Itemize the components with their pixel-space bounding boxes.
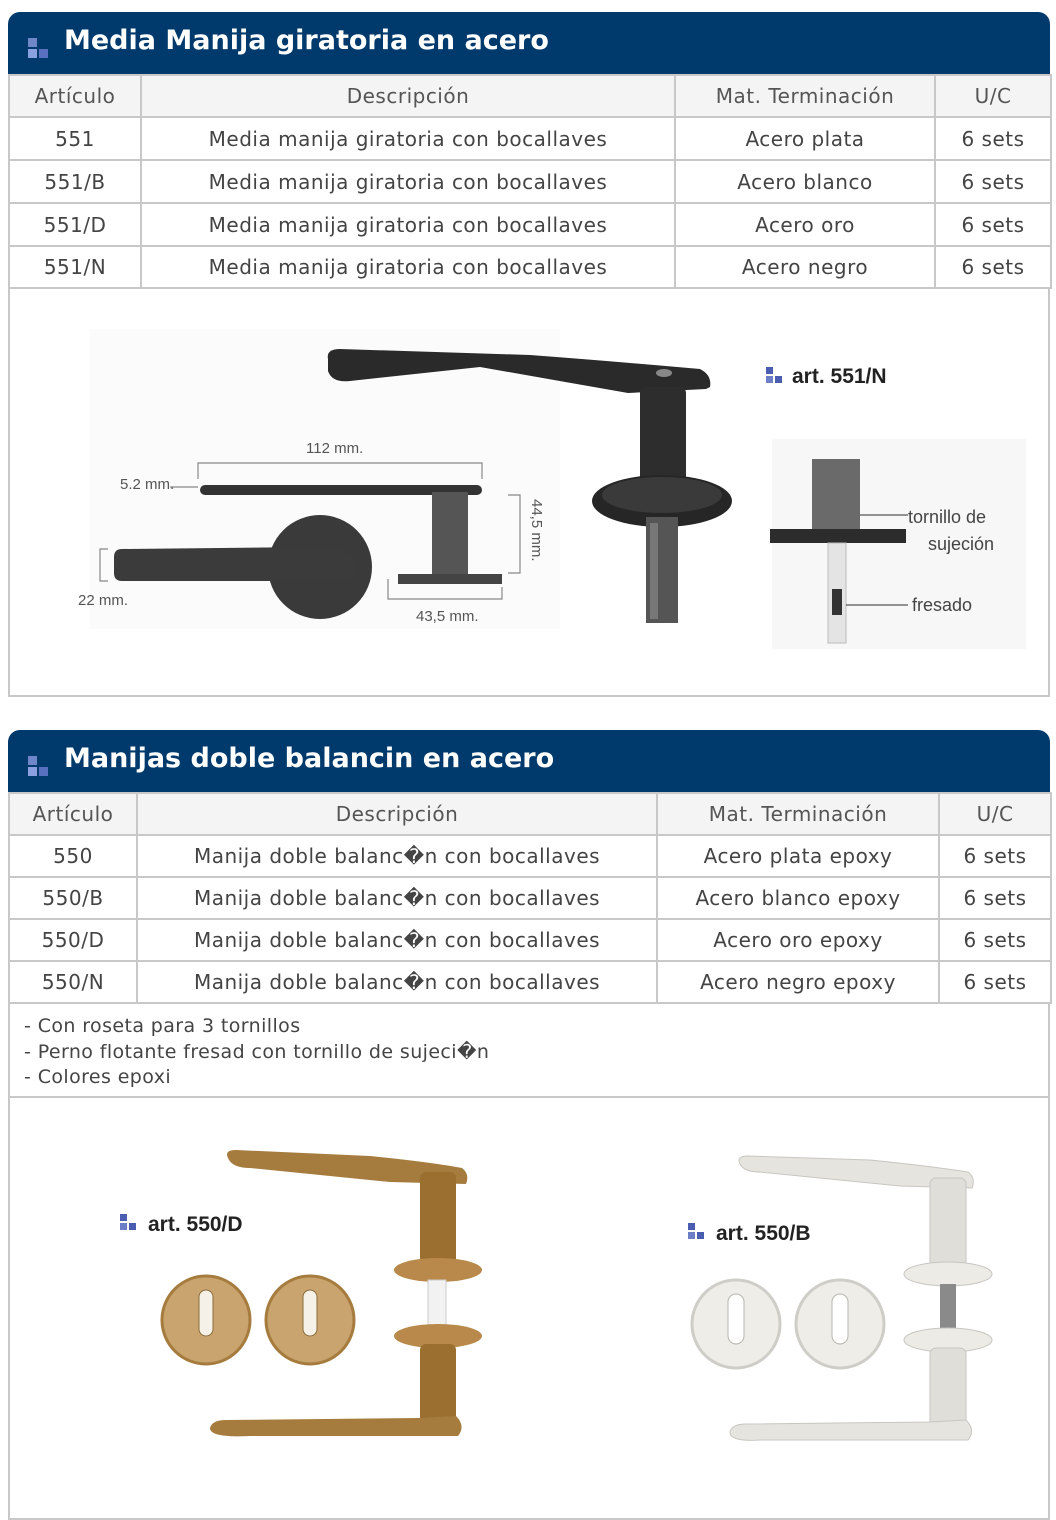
product-notes (8, 1004, 1050, 1098)
cell-terminacion: Acero oro (675, 203, 935, 246)
product-image-550 (8, 1098, 1050, 1520)
note-item: - Perno flotante fresad con tornillo de sujeci�n (24, 1040, 490, 1063)
cell-terminacion: Acero negro epoxy (657, 961, 939, 1003)
cell-descripcion: Manija doble balanc�n con bocallaves (137, 835, 657, 877)
cell-uc: 6 sets (935, 246, 1051, 288)
cell-terminacion: Acero oro epoxy (657, 919, 939, 961)
art-550b-text: art. 550/B (716, 1222, 811, 1245)
col-articulo: Artículo (9, 793, 137, 835)
col-uc: U/C (939, 793, 1051, 835)
cell-descripcion: Media manija giratoria con bocallaves (141, 117, 675, 160)
label-tornillo-1: tornillo de (908, 507, 987, 527)
col-descripcion: Descripción (137, 793, 657, 835)
cell-uc: 6 sets (935, 117, 1051, 160)
art-label-550d (120, 1213, 243, 1236)
lever-550b-photo (692, 1156, 992, 1440)
cell-articulo: 551/D (9, 203, 141, 246)
table-row (9, 117, 1051, 160)
product-illustration (10, 289, 1048, 695)
cell-descripcion: Media manija giratoria con bocallaves (141, 160, 675, 203)
col-uc: U/C (935, 75, 1051, 117)
cell-terminacion: Acero blanco (675, 160, 935, 203)
col-articulo: Artículo (9, 75, 141, 117)
lever-550d-photo (162, 1150, 482, 1436)
dim-435-label: 43,5 mm. (416, 608, 479, 625)
section-header (8, 12, 1050, 74)
table-header-row (9, 793, 1051, 835)
col-terminacion: Mat. Terminación (675, 75, 935, 117)
cell-articulo: 550 (9, 835, 137, 877)
cell-uc: 6 sets (939, 919, 1051, 961)
dim-52-label: 5.2 mm. (120, 476, 175, 493)
table-row (9, 961, 1051, 1003)
cell-terminacion: Acero blanco epoxy (657, 877, 939, 919)
table-row (9, 919, 1051, 961)
product-illustration (10, 1098, 1048, 1518)
cell-uc: 6 sets (935, 160, 1051, 203)
section-media-manija (8, 12, 1050, 697)
cell-descripcion: Media manija giratoria con bocallaves (141, 246, 675, 288)
cell-articulo: 550/N (9, 961, 137, 1003)
cell-terminacion: Acero plata (675, 117, 935, 160)
cell-articulo: 550/B (9, 877, 137, 919)
note-item: - Colores epoxi (24, 1066, 172, 1088)
cell-articulo: 551/N (9, 246, 141, 288)
cell-uc: 6 sets (939, 961, 1051, 1003)
cross-section-detail (770, 439, 1026, 649)
dim-22-label: 22 mm. (78, 592, 129, 609)
table-row (9, 835, 1051, 877)
dim-445-label: 44,5 mm. (528, 499, 545, 562)
cell-descripcion: Manija doble balanc�n con bocallaves (137, 961, 657, 1003)
note-item: - Con roseta para 3 tornillos (24, 1015, 301, 1037)
product-image-551n (8, 289, 1050, 697)
section-manijas-doble (8, 730, 1050, 1520)
dimension-drawing (78, 329, 560, 629)
table-row (9, 877, 1051, 919)
cell-articulo: 551 (9, 117, 141, 160)
section-header (8, 730, 1050, 792)
art-551n-text: art. 551/N (792, 365, 887, 388)
cell-articulo: 550/D (9, 919, 137, 961)
table-row (9, 246, 1051, 288)
cell-terminacion: Acero plata epoxy (657, 835, 939, 877)
product-table (8, 792, 1052, 1004)
table-row (9, 160, 1051, 203)
col-descripcion: Descripción (141, 75, 675, 117)
cell-articulo: 551/B (9, 160, 141, 203)
dim-112-label: 112 mm. (306, 440, 364, 457)
table-row (9, 203, 1051, 246)
section-title: Media Manija giratoria en acero (64, 25, 549, 56)
table-header-row (9, 75, 1051, 117)
product-table (8, 74, 1052, 289)
label-tornillo-2: sujeción (928, 534, 995, 554)
squares-logo-icon (28, 38, 50, 60)
art-label-551n (766, 365, 887, 388)
art-label-550b (688, 1222, 811, 1245)
cell-descripcion: Manija doble balanc�n con bocallaves (137, 877, 657, 919)
section-title: Manijas doble balancin en acero (64, 743, 555, 774)
col-terminacion: Mat. Terminación (657, 793, 939, 835)
cell-uc: 6 sets (935, 203, 1051, 246)
squares-logo-icon (28, 756, 50, 778)
label-fresado: fresado (912, 595, 973, 615)
cell-descripcion: Manija doble balanc�n con bocallaves (137, 919, 657, 961)
art-550d-text: art. 550/D (148, 1213, 243, 1236)
cell-descripcion: Media manija giratoria con bocallaves (141, 203, 675, 246)
cell-uc: 6 sets (939, 877, 1051, 919)
cell-uc: 6 sets (939, 835, 1051, 877)
cell-terminacion: Acero negro (675, 246, 935, 288)
